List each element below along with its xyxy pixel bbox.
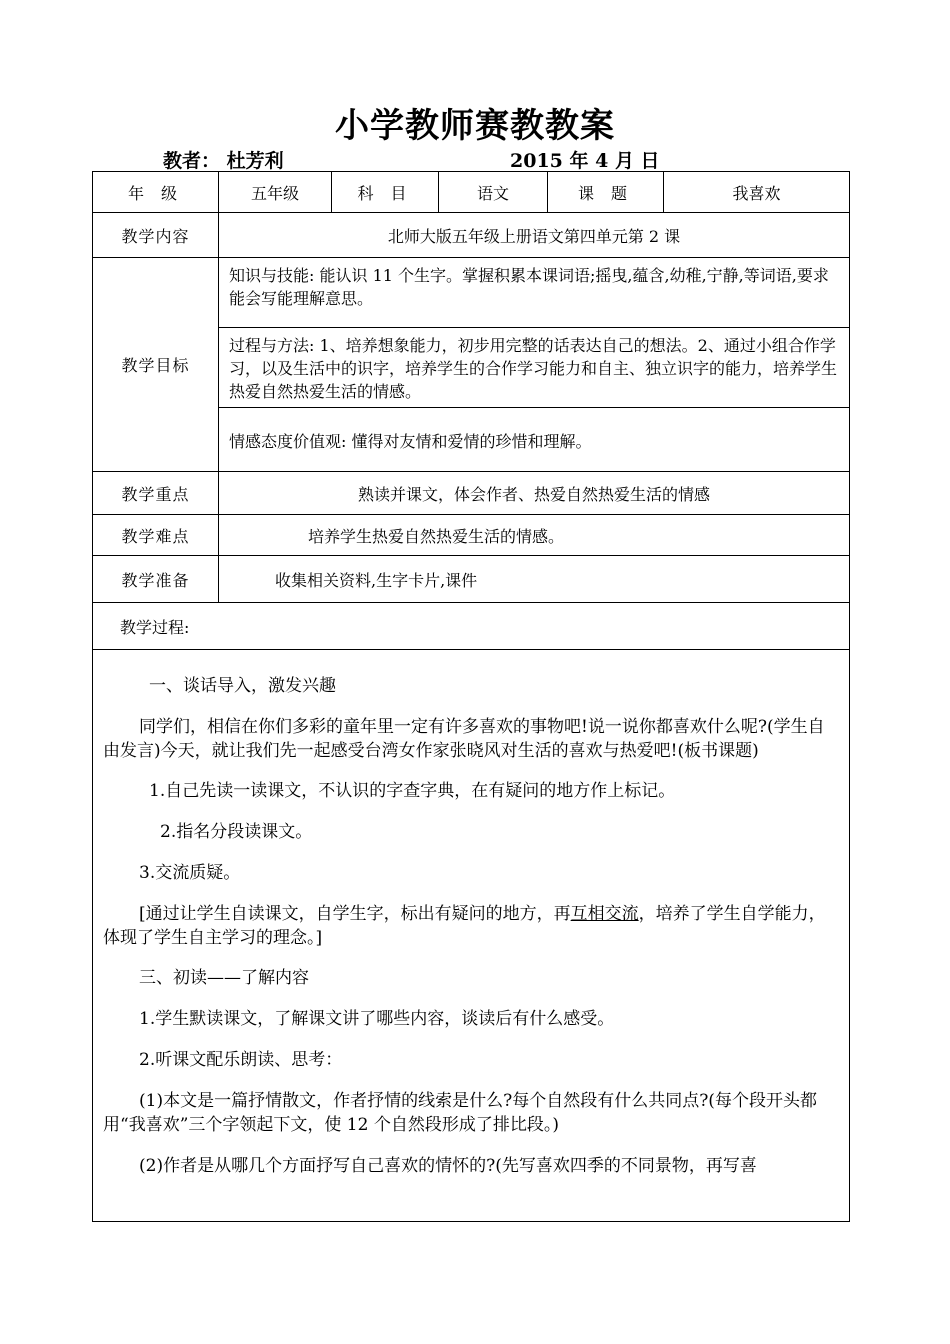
note-text-b: ，培养了学生自学能力，体现了学生自主学习的理念。] xyxy=(103,904,826,948)
teacher-name: 教者： 杜芳利 xyxy=(163,150,284,172)
note-text-a: [通过让学生自读课文，自学生字，标出有疑问的地方，再 xyxy=(139,904,571,924)
goal-process: 过程与方法: 1、培养想象能力，初步用完整的话表达自己的想法。2、通过小组合作学习，以及生活中的识字，培养学生的合作学习能力和自主、独立识字的能力，培养学生热爱自然热爱生活的情感。 xyxy=(219,328,849,408)
process-body-cell xyxy=(93,650,850,1222)
preparation-row xyxy=(93,556,850,603)
process-body xyxy=(93,674,849,1178)
subject-value: 语文 xyxy=(439,172,548,213)
difficulty-label: 教学难点 xyxy=(93,515,219,556)
lesson-plan-table xyxy=(92,171,850,1222)
grade-label: 年 级 xyxy=(93,172,219,213)
goals-row xyxy=(93,258,850,472)
topic-label: 课 题 xyxy=(548,172,664,213)
difficulty-cell xyxy=(219,515,850,556)
key-point-value: 熟读并课文，体会作者、热爱自然热爱生活的情感 xyxy=(219,472,850,515)
key-point-row xyxy=(93,472,850,515)
page-title: 小学教师赛教教案 xyxy=(335,106,615,146)
goal-emotion: 情感态度价值观: 懂得对友情和爱情的珍惜和理解。 xyxy=(229,432,592,451)
preparation-label: 教学准备 xyxy=(93,556,219,603)
info-row xyxy=(93,172,850,213)
subject-label: 科 目 xyxy=(332,172,439,213)
section-1-step-1: 1.自己先读一读课文，不认识的字查字典，在有疑问的地方作上标记。 xyxy=(149,781,676,801)
section-3-question-2: (2)作者是从哪几个方面抒写自己喜欢的情怀的?(先写喜欢四季的不同景物，再写喜 xyxy=(139,1156,757,1176)
goals-label: 教学目标 xyxy=(93,258,219,472)
grade-value: 五年级 xyxy=(219,172,332,213)
key-point-label: 教学重点 xyxy=(93,472,219,515)
section-1-step-2: 2.指名分段读课文。 xyxy=(160,822,313,842)
difficulty-row xyxy=(93,515,850,556)
note-underlined: 互相交流 xyxy=(570,904,639,924)
content-label: 教学内容 xyxy=(93,213,219,258)
section-3-step-1: 1.学生默读课文，了解课文讲了哪些内容，谈读后有什么感受。 xyxy=(139,1009,615,1029)
section-3-title: 三、初读——了解内容 xyxy=(139,968,309,988)
process-label: 教学过程: xyxy=(93,603,850,650)
content-value: 北师大版五年级上册语文第四单元第 2 课 xyxy=(219,213,850,258)
section-3-step-2: 2.听课文配乐朗读、思考： xyxy=(139,1050,343,1070)
goal-knowledge: 知识与技能: 能认识 11 个生字。掌握积累本课词语;摇曳,蕴含,幼稚,宁静,等词语,要求能会写能理解意思。 xyxy=(219,258,849,328)
section-1-title: 一、谈话导入，激发兴趣 xyxy=(149,676,336,696)
process-head-row xyxy=(93,603,850,650)
difficulty-value: 培养学生热爱自然热爱生活的情感。 xyxy=(308,526,565,546)
section-1-intro: 同学们，相信在你们多彩的童年里一定有许多喜欢的事物吧!说一说你都喜欢什么呢?(学生自由发言)今天，就让我们先一起感受台湾女作家张晓风对生活的喜欢与热爱吧!(板书课题) xyxy=(103,717,825,761)
section-1-note xyxy=(103,902,841,950)
section-1-step-3: 3.交流质疑。 xyxy=(139,863,241,883)
preparation-cell xyxy=(219,556,850,603)
preparation-value: 收集相关资料,生字卡片,课件 xyxy=(275,570,478,590)
lesson-date: 2015 年 4 月 日 xyxy=(510,150,660,172)
goals-cell xyxy=(219,258,850,472)
topic-value: 我喜欢 xyxy=(664,172,850,213)
process-body-row xyxy=(93,650,850,1222)
section-3-question-1: (1)本文是一篇抒情散文，作者抒情的线索是什么?每个自然段有什么共同点?(每个段开头都用“我喜欢”三个字领起下文，使 12 个自然段形成了排比段。) xyxy=(103,1091,817,1135)
content-row xyxy=(93,213,850,258)
